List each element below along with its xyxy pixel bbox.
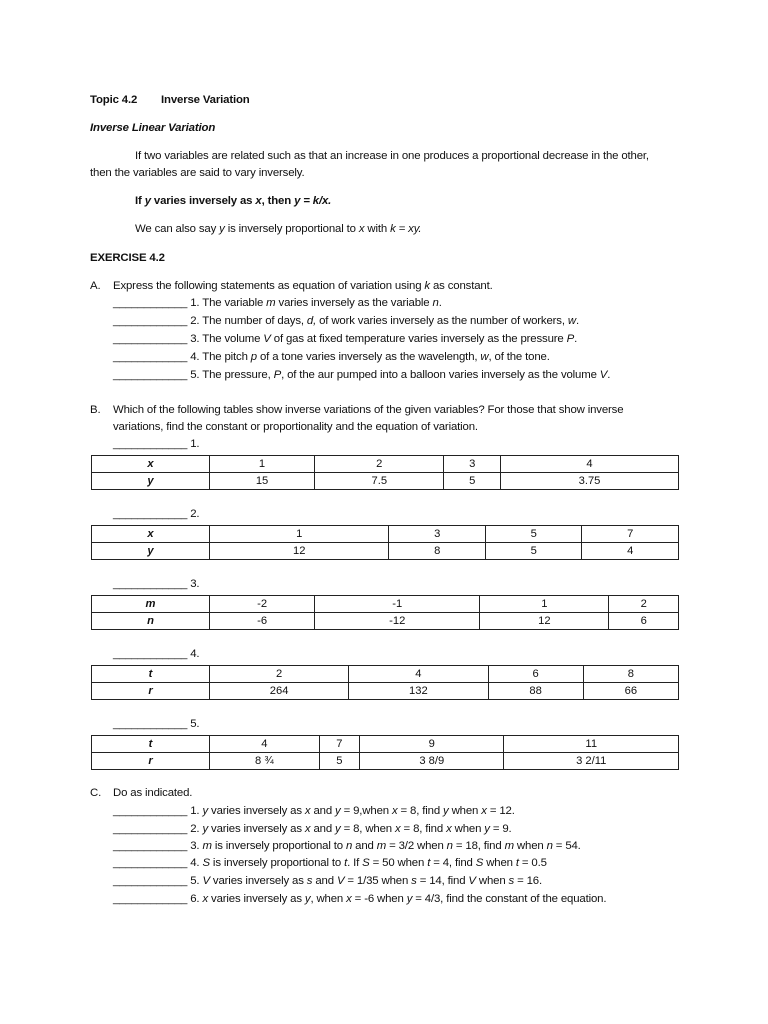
item-variable: P: [273, 369, 282, 381]
item-text: .: [575, 315, 579, 327]
part-c-item: [113, 857, 547, 869]
table-number: 2.: [187, 508, 200, 520]
table-number: 4.: [187, 648, 200, 660]
item-variable: y: [406, 893, 413, 905]
row-variable-label: r: [92, 683, 210, 700]
table-cell: 2: [210, 666, 349, 683]
part-a-instruction: Express the following statements as equation of variation using k as constant.: [113, 280, 493, 292]
table-cell: 12: [480, 613, 609, 630]
table-row: [92, 613, 679, 630]
item-text: varies inversely as: [208, 823, 305, 835]
table-row: [92, 683, 679, 700]
item-variable: n: [345, 840, 353, 852]
item-text: = 4, find: [430, 857, 476, 869]
item-variable: y: [335, 823, 341, 835]
table-row: [92, 456, 679, 473]
item-number: 6.: [187, 893, 203, 905]
item-text: = 16.: [514, 875, 543, 887]
item-text: and: [310, 823, 336, 835]
table-cell: 7: [319, 736, 359, 753]
item-variable: m: [202, 840, 212, 852]
item-variable: x: [394, 823, 401, 835]
table-cell: 3: [389, 526, 486, 543]
answer-blank[interactable]: ____________: [113, 840, 188, 852]
item-text: = 8, when: [340, 823, 395, 835]
part-b-instruction-line-2: variations, find the constant or proportionality and the equation of variation.: [113, 421, 478, 433]
item-variable: y: [202, 823, 209, 835]
item-text: and: [352, 840, 377, 852]
table-label: [113, 438, 199, 450]
part-a-item: [113, 297, 442, 309]
table-cell: 4: [349, 666, 488, 683]
item-text: The pressure,: [202, 369, 274, 381]
table-cell: 5: [319, 753, 359, 770]
part-c-item: [113, 875, 542, 887]
item-text: = 50 when: [369, 857, 428, 869]
item-variable: t: [344, 857, 348, 869]
item-variable: m: [504, 840, 514, 852]
part-b-instruction-line-1: Which of the following tables show inverse variations of the given variables? For those that show inverse: [113, 404, 624, 416]
item-variable: s: [306, 875, 313, 887]
subheading: Inverse Linear Variation: [90, 122, 216, 134]
table-cell: 3.75: [501, 473, 679, 490]
part-c-item: [113, 823, 512, 835]
item-text: = 54.: [552, 840, 581, 852]
item-text: = 8, find: [397, 805, 444, 817]
part-c-item: [113, 840, 581, 852]
item-number: 5.: [187, 369, 203, 381]
item-variable: p: [250, 351, 257, 363]
table-cell: 2: [609, 596, 679, 613]
table-number: 1.: [187, 438, 200, 450]
item-variable: x: [446, 823, 452, 835]
item-text: = 4/3, find the constant of the equation.: [412, 893, 607, 905]
table-cell: 5: [485, 543, 582, 560]
table-cell: 5: [444, 473, 501, 490]
table-cell: -1: [315, 596, 480, 613]
item-number: 3.: [187, 333, 203, 345]
part-c-item: [113, 805, 515, 817]
item-variable: V: [336, 875, 345, 887]
item-text: The variable: [202, 297, 267, 309]
table-cell: 8 ¾: [210, 753, 320, 770]
item-text: when: [513, 840, 547, 852]
table-cell: -2: [210, 596, 315, 613]
row-variable-label: t: [92, 666, 210, 683]
item-variable: x: [304, 823, 311, 835]
table-cell: 7.5: [315, 473, 444, 490]
answer-blank[interactable]: ____________: [113, 297, 188, 309]
item-number: 2.: [187, 315, 203, 327]
row-variable-label: x: [92, 526, 210, 543]
also-statement: We can also say y is inversely proportional to x with k = xy.: [135, 223, 422, 235]
answer-blank[interactable]: ____________: [113, 315, 188, 327]
part-a-item: [113, 369, 610, 381]
item-text: of gas at fixed temperature varies inversely as the pressure: [270, 333, 567, 345]
table-number: 5.: [187, 718, 200, 730]
item-number: 4.: [187, 857, 203, 869]
item-variable: S: [475, 857, 484, 869]
item-text: .: [574, 333, 578, 345]
item-variable: w: [480, 351, 489, 363]
item-text: when: [483, 857, 516, 869]
row-variable-label: t: [92, 736, 210, 753]
item-variable: y: [443, 805, 449, 817]
table-cell: 15: [210, 473, 315, 490]
answer-blank[interactable]: ____________: [113, 893, 188, 905]
item-text: when: [448, 805, 482, 817]
item-text: and: [310, 805, 336, 817]
item-variable: n: [432, 297, 439, 309]
table-label: [113, 508, 199, 520]
item-variable: x: [391, 805, 398, 817]
item-text: , when: [310, 893, 347, 905]
item-text: = 9.: [489, 823, 512, 835]
item-variable: t: [515, 857, 519, 869]
item-variable: V: [202, 875, 210, 887]
table-cell: 1: [210, 526, 389, 543]
item-variable: y: [304, 893, 311, 905]
item-variable: n: [446, 840, 453, 852]
table-cell: 5: [485, 526, 582, 543]
item-variable: y: [335, 805, 341, 817]
answer-blank[interactable]: ____________: [113, 857, 188, 869]
item-text: is inversely proportional to: [209, 857, 345, 869]
table-cell: 264: [210, 683, 349, 700]
item-text: = 3/2 when: [386, 840, 447, 852]
item-variable: x: [481, 805, 487, 817]
table-cell: 7: [582, 526, 679, 543]
table-row: [92, 526, 679, 543]
table-label: [113, 718, 199, 730]
table-label: [113, 648, 199, 660]
item-text: of work varies inversely as the number of workers,: [316, 315, 568, 327]
part-c-item: [113, 893, 606, 905]
table-cell: 4: [501, 456, 679, 473]
item-text: = 9,when: [340, 805, 392, 817]
item-variable: x: [304, 805, 311, 817]
table-cell: 8: [583, 666, 678, 683]
table-cell: -6: [210, 613, 315, 630]
item-number: 4.: [187, 351, 203, 363]
item-text: The volume: [202, 333, 264, 345]
item-text: = 8, find: [400, 823, 447, 835]
item-variable: y: [202, 805, 209, 817]
part-b-letter: B.: [90, 404, 101, 416]
answer-blank[interactable]: ____________: [113, 351, 188, 363]
variation-table: [91, 525, 679, 560]
item-text: of a tone varies inversely as the wavelength,: [256, 351, 481, 363]
item-variable: S: [202, 857, 210, 869]
table-row: [92, 753, 679, 770]
answer-blank[interactable]: ____________: [113, 578, 188, 590]
exercise-title: EXERCISE 4.2: [90, 252, 165, 264]
item-number: 5.: [187, 875, 203, 887]
row-variable-label: n: [92, 613, 210, 630]
item-variable: x: [346, 893, 352, 905]
item-variable: V: [468, 875, 476, 887]
item-variable: m: [266, 297, 276, 309]
item-number: 1.: [187, 805, 203, 817]
item-variable: s: [508, 875, 515, 887]
table-cell: 12: [210, 543, 389, 560]
item-variable: n: [546, 840, 553, 852]
table-cell: 2: [315, 456, 444, 473]
answer-blank[interactable]: ____________: [113, 805, 188, 817]
table-cell: 9: [360, 736, 504, 753]
part-a-item: [113, 351, 550, 363]
part-a-letter: A.: [90, 280, 101, 292]
intro-paragraph-line-1: If two variables are related such as that an increase in one produces a proportional decrease in the other,: [135, 150, 649, 162]
row-variable-label: x: [92, 456, 210, 473]
item-text: varies inversely as: [209, 875, 307, 887]
part-c-instruction: Do as indicated.: [113, 787, 193, 799]
table-cell: 4: [582, 543, 679, 560]
item-variable: w: [567, 315, 576, 327]
item-text: varies inversely as the variable: [275, 297, 433, 309]
item-variable: S: [362, 857, 370, 869]
table-cell: 3 2/11: [504, 753, 679, 770]
answer-blank[interactable]: ____________: [113, 333, 188, 345]
topic-title: Inverse Variation: [161, 94, 250, 106]
table-cell: 3: [444, 456, 501, 473]
table-row: [92, 736, 679, 753]
item-variable: V: [263, 333, 271, 345]
item-text: . If: [347, 857, 363, 869]
table-cell: 132: [349, 683, 488, 700]
item-variable: t: [427, 857, 431, 869]
item-variable: P: [566, 333, 575, 345]
item-variable: V: [599, 369, 608, 381]
table-row: [92, 596, 679, 613]
table-cell: 1: [480, 596, 609, 613]
part-c-letter: C.: [90, 787, 102, 799]
table-cell: 1: [210, 456, 315, 473]
item-variable: x: [202, 893, 209, 905]
item-text: varies inversely as: [208, 893, 305, 905]
item-text: The number of days,: [202, 315, 307, 327]
table-cell: 11: [504, 736, 679, 753]
item-text: The pitch: [202, 351, 251, 363]
item-number: 2.: [187, 823, 203, 835]
part-a-item: [113, 315, 579, 327]
item-text: is inversely proportional to: [211, 840, 346, 852]
answer-blank[interactable]: ____________: [113, 875, 188, 887]
answer-blank[interactable]: ____________: [113, 823, 188, 835]
item-text: when: [451, 823, 485, 835]
table-label: [113, 578, 199, 590]
table-cell: 3 8/9: [360, 753, 504, 770]
answer-blank[interactable]: ____________: [113, 718, 188, 730]
answer-blank[interactable]: ____________: [113, 438, 188, 450]
item-text: = 14, find: [416, 875, 469, 887]
table-cell: -12: [315, 613, 480, 630]
item-text: and: [312, 875, 337, 887]
item-text: .: [607, 369, 611, 381]
table-cell: 88: [488, 683, 583, 700]
item-number: 1.: [187, 297, 203, 309]
table-row: [92, 473, 679, 490]
intro-paragraph-line-2: then the variables are said to vary inversely.: [90, 167, 305, 179]
row-variable-label: y: [92, 473, 210, 490]
variation-table: [91, 665, 679, 700]
item-variable: s: [411, 875, 417, 887]
part-a-item: [113, 333, 577, 345]
row-variable-label: r: [92, 753, 210, 770]
item-variable: m: [376, 840, 387, 852]
row-variable-label: y: [92, 543, 210, 560]
item-text: = -6 when: [351, 893, 407, 905]
variation-table: [91, 735, 679, 770]
topic-number: Topic 4.2: [90, 94, 138, 106]
row-variable-label: m: [92, 596, 210, 613]
rule-statement: If y varies inversely as x, then y = k/x.: [135, 195, 332, 207]
item-text: = 12.: [486, 805, 515, 817]
table-row: [92, 666, 679, 683]
item-variable: d,: [306, 315, 317, 327]
table-cell: 8: [389, 543, 486, 560]
item-text: when: [475, 875, 509, 887]
item-text: varies inversely as: [208, 805, 305, 817]
answer-blank[interactable]: ____________: [113, 648, 188, 660]
table-cell: 6: [488, 666, 583, 683]
variation-table: [91, 595, 679, 630]
table-cell: 6: [609, 613, 679, 630]
item-variable: y: [484, 823, 490, 835]
item-text: , of the tone.: [488, 351, 550, 363]
item-text: = 18, find: [452, 840, 505, 852]
table-cell: 4: [210, 736, 320, 753]
variation-table: [91, 455, 679, 490]
answer-blank[interactable]: ____________: [113, 369, 188, 381]
item-text: .: [438, 297, 442, 309]
table-number: 3.: [187, 578, 200, 590]
answer-blank[interactable]: ____________: [113, 508, 188, 520]
table-cell: 66: [583, 683, 678, 700]
item-number: 3.: [187, 840, 203, 852]
table-row: [92, 543, 679, 560]
item-text: = 0.5: [518, 857, 547, 869]
item-text: = 1/35 when: [344, 875, 412, 887]
item-text: , of the aur pumped into a balloon varies inversely as the volume: [281, 369, 600, 381]
